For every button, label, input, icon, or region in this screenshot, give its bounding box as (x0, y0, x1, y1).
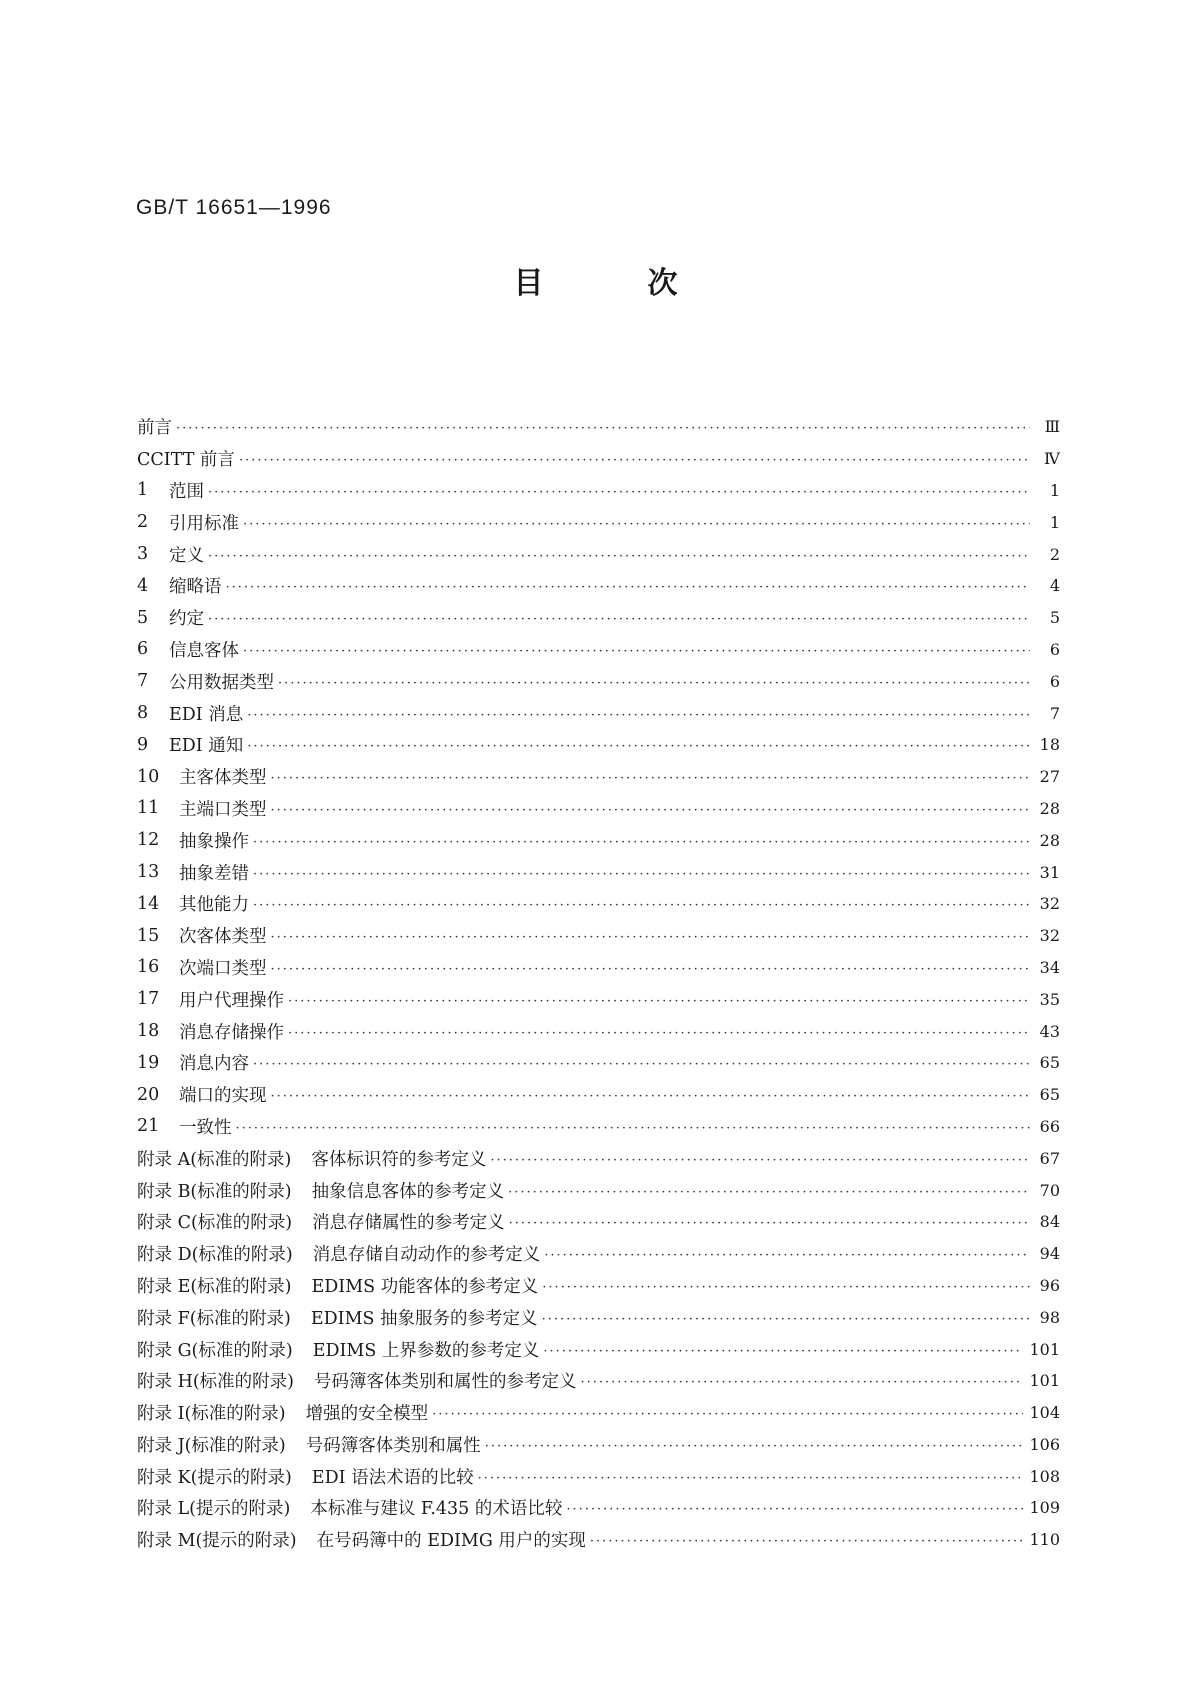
toc-entry-title: 信息客体 (169, 640, 239, 661)
toc-entry-title: 号码簿客体类别和属性 (305, 1435, 481, 1456)
toc-appendix-label: 附录 M(提示的附录) (137, 1531, 297, 1552)
toc-entry-title: 次端口类型 (179, 958, 267, 979)
toc-entry[interactable] (137, 793, 1060, 825)
dot-leader (253, 898, 1030, 913)
toc-entry-page: 27 (1039, 767, 1060, 787)
toc-entry[interactable] (137, 1429, 1060, 1461)
toc-entry-page: 5 (1049, 608, 1060, 628)
toc-appendix-label: 附录 E(标准的附录) (137, 1276, 292, 1297)
toc-entry[interactable] (137, 443, 1060, 475)
toc-entry-page: Ⅳ (1044, 449, 1060, 469)
toc-entry-page: 34 (1039, 957, 1060, 977)
toc-entry[interactable] (137, 411, 1060, 443)
toc-entry-number: 8 (137, 703, 149, 724)
toc-entry-page: 106 (1029, 1434, 1060, 1454)
toc-entry[interactable] (137, 1111, 1060, 1143)
toc-entry[interactable] (137, 634, 1060, 666)
toc-entry-page: 1 (1049, 480, 1060, 500)
toc-entry-number: 19 (137, 1052, 160, 1073)
dot-leader (566, 1502, 1023, 1517)
toc-entry-title: 客体标识符的参考定义 (311, 1149, 487, 1170)
toc-entry-title: 缩略语 (169, 577, 222, 598)
toc-entry-number: 3 (137, 544, 149, 565)
toc-entry[interactable] (137, 1460, 1060, 1492)
toc-entry[interactable] (137, 888, 1060, 920)
toc-entry-number: 1 (137, 480, 149, 501)
toc-entry-page: 109 (1029, 1498, 1060, 1518)
title-char-1: 目 (513, 266, 544, 301)
dot-leader (236, 1121, 1031, 1136)
dot-leader (243, 644, 1030, 659)
toc-entry[interactable] (137, 761, 1060, 793)
dot-leader (490, 1153, 1030, 1168)
toc-entry-page: 96 (1039, 1275, 1060, 1295)
dot-leader (542, 1280, 1030, 1295)
toc-entry-title: 其他能力 (179, 895, 249, 916)
toc-entry-title: 本标准与建议 F.435 的术语比较 (310, 1499, 563, 1520)
toc-entry-page: 1 (1049, 512, 1060, 532)
toc-entry-page: 104 (1029, 1403, 1060, 1423)
toc-entry-title: 抽象信息客体的参考定义 (311, 1181, 505, 1202)
toc-entry[interactable] (137, 665, 1060, 697)
toc-entry[interactable] (137, 1015, 1060, 1047)
dot-leader (271, 1089, 1031, 1104)
dot-leader (271, 930, 1031, 945)
dot-leader (247, 739, 1030, 754)
toc-entry-title: 前言 (137, 418, 172, 439)
toc-appendix-label: 附录 F(标准的附录) (137, 1308, 291, 1329)
toc-entry-number: 21 (137, 1116, 160, 1137)
toc-entry-title: 消息存储属性的参考定义 (312, 1213, 505, 1234)
toc-entry-title: 抽象差错 (179, 863, 249, 884)
toc-entry-title: 约定 (169, 609, 204, 630)
toc-entry-title: 在号码簿中的 EDIMG 用户的实现 (316, 1531, 586, 1552)
toc-entry[interactable] (137, 1333, 1060, 1365)
toc-entry-page: 94 (1039, 1244, 1060, 1264)
toc-entry-title: EDIMS 上界参数的参考定义 (312, 1340, 540, 1361)
toc-entry-number: 10 (137, 766, 160, 787)
toc-entry-number: 15 (137, 925, 160, 946)
toc-entry-page: 110 (1029, 1530, 1060, 1550)
toc-entry[interactable] (137, 570, 1060, 602)
toc-entry-page: 84 (1039, 1212, 1060, 1232)
toc-entry[interactable] (137, 697, 1060, 729)
dot-leader (288, 1026, 1030, 1041)
dot-leader (544, 1248, 1030, 1263)
toc-entry[interactable] (137, 952, 1060, 984)
toc-entry-title: 范围 (169, 481, 204, 502)
dot-leader (590, 1534, 1024, 1549)
toc-entry[interactable] (137, 1174, 1060, 1206)
toc-entry[interactable] (137, 602, 1060, 634)
title-char-2: 次 (647, 266, 678, 301)
toc-entry-title: 抽象操作 (179, 831, 249, 852)
dot-leader (243, 517, 1030, 532)
toc-entry-title: 一致性 (179, 1117, 232, 1138)
toc-entry-page: 70 (1039, 1180, 1060, 1200)
toc-entry[interactable] (137, 1492, 1060, 1524)
toc-entry-title: 次客体类型 (179, 927, 267, 948)
toc-entry-page: 6 (1049, 671, 1060, 691)
toc-entry-title: EDI 消息 (169, 704, 244, 725)
dot-leader (208, 612, 1030, 627)
dot-leader (247, 708, 1030, 723)
toc-appendix-label: 附录 H(标准的附录) (137, 1372, 294, 1393)
toc-entry-page: 35 (1039, 989, 1060, 1009)
toc-entry[interactable] (137, 1238, 1060, 1270)
toc-entry[interactable] (137, 1301, 1060, 1333)
toc-entry-page: 18 (1039, 735, 1060, 755)
dot-leader (176, 421, 1030, 436)
toc-entry-page: 43 (1039, 1021, 1060, 1041)
toc-appendix-label: 附录 I(标准的附录) (137, 1404, 286, 1425)
toc-entry-title: 主客体类型 (179, 768, 267, 789)
toc-entry-number: 6 (137, 639, 149, 660)
toc-entry-page: 28 (1039, 830, 1060, 850)
toc-entry-title: 号码簿客体类别和属性的参考定义 (313, 1372, 577, 1393)
toc-entry-title: 引用标准 (169, 513, 239, 534)
toc-entry-page: 32 (1039, 894, 1060, 914)
dot-leader (542, 1312, 1030, 1327)
dot-leader (432, 1407, 1023, 1422)
toc-entry-number: 2 (137, 512, 149, 533)
toc-entry-number: 11 (137, 798, 160, 819)
toc-entry-page: 67 (1039, 1148, 1060, 1168)
toc-entry-page: 28 (1039, 798, 1060, 818)
toc-appendix-label: 附录 K(提示的附录) (137, 1467, 292, 1488)
dot-leader (288, 994, 1030, 1009)
toc-entry-page: 2 (1049, 544, 1060, 564)
dot-leader (253, 867, 1030, 882)
dot-leader (271, 803, 1031, 818)
dot-leader (478, 1471, 1024, 1486)
toc-entry-title: 主端口类型 (179, 799, 267, 820)
toc-entry-title: 增强的安全模型 (305, 1404, 429, 1425)
toc-entry[interactable] (137, 1142, 1060, 1174)
dot-leader (508, 1185, 1030, 1200)
dot-leader (485, 1439, 1024, 1454)
toc-entry-title: 消息存储操作 (179, 1022, 284, 1043)
dot-leader (580, 1375, 1023, 1390)
toc-entry-title: 公用数据类型 (169, 672, 274, 693)
toc-entry-title: EDI 通知 (169, 736, 244, 757)
dot-leader (253, 835, 1030, 850)
toc-entry-title: 消息内容 (179, 1054, 249, 1075)
toc-appendix-label: 附录 L(提示的附录) (137, 1499, 291, 1520)
dot-leader (208, 485, 1030, 500)
toc-entry[interactable] (137, 856, 1060, 888)
toc-entry-number: 17 (137, 989, 160, 1010)
toc-entry[interactable] (137, 729, 1060, 761)
table-of-contents (137, 411, 1060, 1556)
toc-entry[interactable] (137, 1397, 1060, 1429)
toc-entry-title: 用户代理操作 (179, 990, 284, 1011)
toc-entry-page: 31 (1039, 862, 1060, 882)
toc-entry-number: 7 (137, 671, 149, 692)
toc-entry-page: 4 (1049, 576, 1060, 596)
standard-code: GB/T 16651—1996 (136, 196, 332, 219)
toc-entry-title: 定义 (169, 545, 204, 566)
toc-entry[interactable] (137, 1524, 1060, 1556)
toc-entry[interactable] (137, 475, 1060, 507)
toc-appendix-label: 附录 A(标准的附录) (137, 1149, 292, 1170)
dot-leader (278, 676, 1030, 691)
toc-entry-title: CCITT 前言 (137, 450, 235, 471)
toc-entry-page: 65 (1039, 1053, 1060, 1073)
page-title (0, 258, 1191, 302)
dot-leader (543, 1344, 1023, 1359)
toc-appendix-label: 附录 C(标准的附录) (137, 1213, 293, 1234)
toc-entry-number: 4 (137, 575, 149, 596)
toc-entry-number: 20 (137, 1084, 160, 1105)
toc-entry-page: 6 (1049, 639, 1060, 659)
toc-entry-page: Ⅲ (1044, 417, 1060, 437)
toc-entry[interactable] (137, 824, 1060, 856)
toc-entry-number: 9 (137, 734, 149, 755)
toc-entry[interactable] (137, 1047, 1060, 1079)
toc-entry-page: 65 (1039, 1085, 1060, 1105)
toc-entry-page: 108 (1029, 1466, 1060, 1486)
toc-appendix-label: 附录 G(标准的附录) (137, 1340, 293, 1361)
toc-appendix-label: 附录 B(标准的附录) (137, 1181, 292, 1202)
dot-leader (208, 549, 1030, 564)
dot-leader (271, 771, 1031, 786)
toc-entry-title: 消息存储自动动作的参考定义 (312, 1245, 541, 1266)
toc-entry-number: 13 (137, 862, 160, 883)
toc-entry-page: 101 (1029, 1371, 1060, 1391)
toc-entry-page: 66 (1039, 1116, 1060, 1136)
toc-entry-number: 14 (137, 893, 160, 914)
toc-entry-number: 5 (137, 607, 149, 628)
toc-entry-title: EDIMS 抽象服务的参考定义 (310, 1308, 538, 1329)
toc-entry-page: 7 (1049, 703, 1060, 723)
toc-entry[interactable] (137, 1206, 1060, 1238)
toc-entry-page: 101 (1029, 1339, 1060, 1359)
dot-leader (226, 580, 1031, 595)
dot-leader (253, 1057, 1030, 1072)
toc-entry-number: 12 (137, 830, 160, 851)
toc-entry-number: 16 (137, 957, 160, 978)
dot-leader (239, 453, 1030, 468)
dot-leader (271, 962, 1031, 977)
dot-leader (509, 1216, 1030, 1231)
toc-entry-page: 98 (1039, 1307, 1060, 1327)
toc-entry-title: EDI 语法术语的比较 (311, 1467, 474, 1488)
toc-entry[interactable] (137, 506, 1060, 538)
toc-appendix-label: 附录 D(标准的附录) (137, 1245, 293, 1266)
toc-entry[interactable] (137, 1270, 1060, 1302)
toc-entry-number: 18 (137, 1021, 160, 1042)
toc-entry[interactable] (137, 538, 1060, 570)
toc-entry-page: 32 (1039, 926, 1060, 946)
toc-entry[interactable] (137, 1365, 1060, 1397)
toc-entry-title: 端口的实现 (179, 1086, 267, 1107)
toc-appendix-label: 附录 J(标准的附录) (137, 1435, 286, 1456)
toc-entry-title: EDIMS 功能客体的参考定义 (311, 1276, 539, 1297)
toc-entry[interactable] (137, 1079, 1060, 1111)
toc-entry[interactable] (137, 983, 1060, 1015)
toc-entry[interactable] (137, 920, 1060, 952)
